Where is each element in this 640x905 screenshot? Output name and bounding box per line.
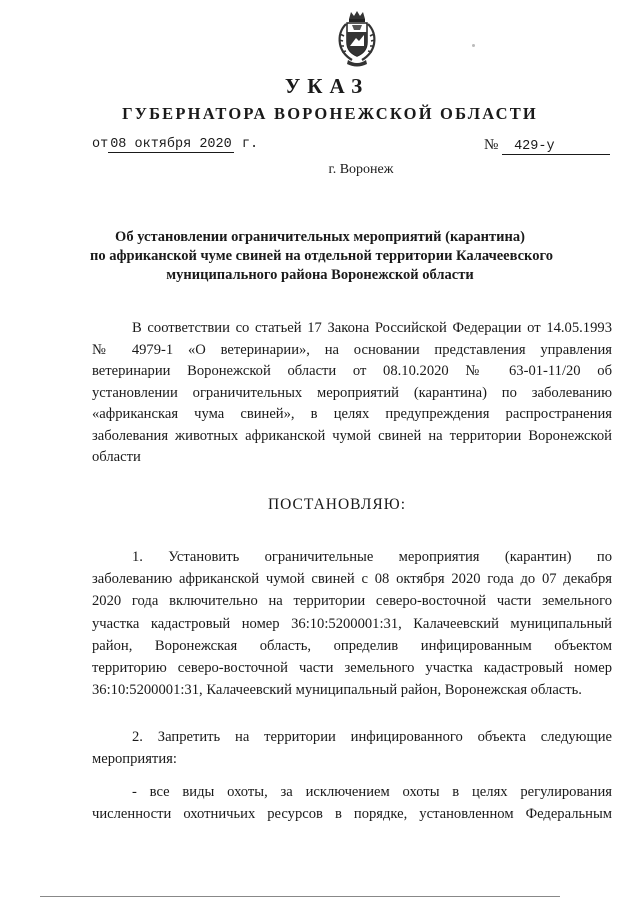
text-line: численности охотничьих ресурсов в порядке, установленном Федеральным xyxy=(92,806,612,822)
item-2-paragraph xyxy=(92,726,612,770)
text-line: 2020 года включительно на территории северо-восточной части земельного xyxy=(92,593,612,610)
text-line: № 4979-1 «О ветеринарии», на основании представления управления xyxy=(92,341,612,358)
text-line: 2. Запретить на территории инфицированного объекта следующие xyxy=(132,729,612,745)
text-line: ветеринарии Воронежской области от 08.10.2020 № 63-01-11/20 об xyxy=(92,363,612,379)
decree-subtitle: ГУБЕРНАТОРА ВОРОНЕЖСКОЙ ОБЛАСТИ xyxy=(122,104,538,123)
city: г. Воронеж xyxy=(328,162,394,177)
subject-line: Об установлении ограничительных мероприятий (карантина) xyxy=(115,229,525,245)
text-line: - все виды охоты, за исключением охоты в целях регулирования xyxy=(132,784,612,800)
decree-subject xyxy=(90,228,553,285)
coat-of-arms-icon xyxy=(334,10,380,68)
preamble-paragraph xyxy=(92,318,612,469)
text-line: В соответствии со статьей 17 Закона Российской Федерации от 14.05.1993 xyxy=(132,320,612,336)
resolve-heading: ПОСТАНОВЛЯЮ: xyxy=(267,496,407,513)
text-line: области xyxy=(92,449,141,465)
text-line: участка кадастровый номер 36:10:5200001:31, Калачеевский муниципальный xyxy=(92,615,612,632)
subject-line: по африканской чуме свиней на отдельной территории Калачеевского xyxy=(90,248,553,264)
scan-speck xyxy=(472,44,475,47)
text-line: заболевания животных африканской чумой свиней на территории Воронежской xyxy=(92,427,612,444)
date-suffix: г. xyxy=(241,137,259,152)
text-line: мероприятия: xyxy=(92,751,177,767)
text-line: район, Воронежская область, определив инфицированным объектом xyxy=(92,637,612,654)
decree-title: УКАЗ xyxy=(284,74,370,98)
decree-date xyxy=(92,137,258,152)
text-line: заболеванию африканской чумой свиней с 08 октября 2020 года до 07 декабря xyxy=(92,571,612,588)
number-value: 429-у xyxy=(502,139,610,155)
page-bottom-divider xyxy=(40,896,560,897)
text-line: 36:10:5200001:31, Калачеевский муниципальный район, Воронежская область. xyxy=(92,682,582,699)
date-value: 08 октября 2020 xyxy=(110,137,232,152)
date-prefix: от xyxy=(92,137,109,152)
number-sign: № xyxy=(484,137,499,153)
text-line: «африканская чума свиней», в целях предупреждения распространения xyxy=(92,406,612,422)
text-line: установлении ограничительных мероприятий (карантина) по заболеванию xyxy=(92,384,612,401)
text-line: 1. Установить ограничительные мероприятия (карантин) по xyxy=(132,549,612,565)
decree-number xyxy=(484,137,610,155)
text-line: территорию северо-восточной части земельного участка кадастровый номер xyxy=(92,660,612,677)
item-2-bullet-paragraph xyxy=(92,781,612,825)
item-1-paragraph xyxy=(92,546,612,701)
subject-line: муниципального района Воронежской области xyxy=(166,267,474,283)
